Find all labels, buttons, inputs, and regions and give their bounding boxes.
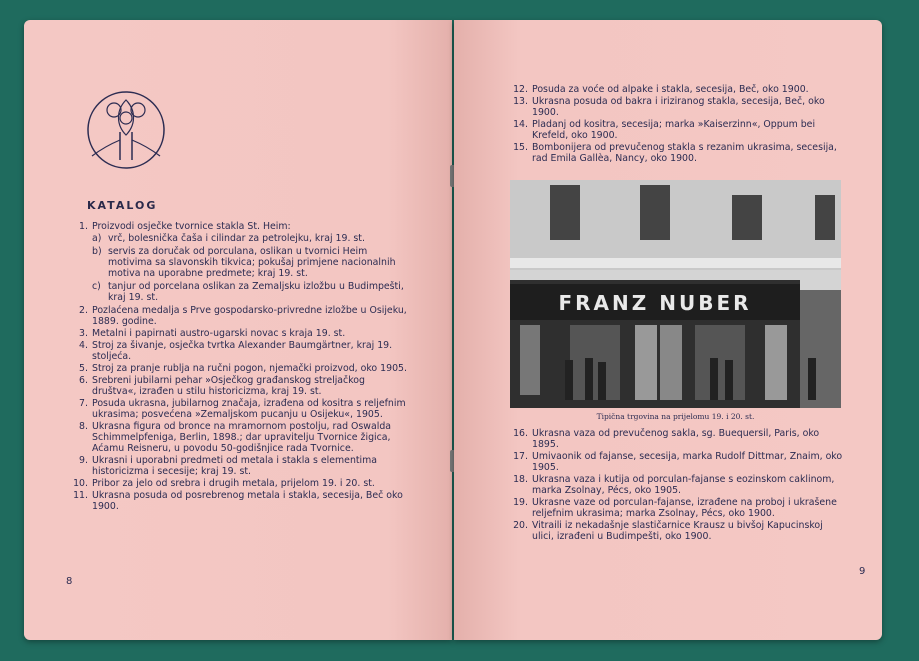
list-item: 7. Posuda ukrasna, jubilarnog značaja, izrađena od kositra s reljefnim ukrasima; posvećena »Zemaljskom pucanju u Osijeku«, 1905. (79, 398, 406, 420)
catalog-heading: KATALOG (87, 199, 158, 212)
list-subitem: a) vrč, bolesnička čaša i cilindar za petrolejku, kraj 19. st. (92, 233, 365, 244)
list-item: 6. Srebreni jubilarni pehar »Osječkog građanskog streljačkog društva«, izrađen u stilu historicizma, kraj 19. st. (79, 375, 365, 397)
shop-sign-text: FRANZ NUBER (558, 291, 752, 315)
list-item: 2. Pozlaćena medalja s Prve gospodarsko-privredne izložbe u Osijeku, 1889. godine. (79, 305, 407, 327)
list-item: 1. Proizvodi osječke tvornice stakla St. Heim: (79, 221, 291, 232)
list-item: 9. Ukrasni i uporabni predmeti od metala i stakla s elementima historicizma i secesije; kraj 19. st. (79, 455, 378, 477)
list-item: 3. Metalni i papirnati austro-ugarski novac s kraja 19. st. (79, 328, 346, 339)
list-subitem: c) tanjur od porcelana oslikan za Zemaljsku izložbu u Budimpešti, kraj 19. st. (92, 281, 404, 303)
catalog-list-right-bottom (506, 428, 846, 543)
list-item: 17. Umivaonik od fajanse, secesija, marka Rudolf Dittmar, Znaim, oko 1905. (513, 451, 843, 473)
right-page (454, 20, 882, 640)
catalog-list-left (66, 221, 411, 513)
list-item: 19. Ukrasne vaze od porculan-fajanse, izrađene na proboj i ukrašene reljefnim ukrasima; marka Zsolnay, Pécs, oko 1900. (513, 497, 837, 519)
catalog-list-right-top (506, 84, 846, 165)
list-item: 13. Ukrasna posuda od bakra i iriziranog stakla, secesija, Beč, oko 1900. (513, 96, 825, 118)
page-number-right: 9 (859, 566, 866, 577)
open-booklet (24, 20, 884, 642)
list-item: 4. Stroj za šivanje, osječka tvrtka Alexander Baumgärtner, kraj 19. stoljeća. (79, 340, 393, 362)
list-item: 14. Pladanj od kositra, secesija; marka »Kaiserzinn«, Oppum bei Krefeld, oko 1900. (513, 119, 816, 141)
list-item: 10. Pribor za jelo od srebra i drugih metala, prijelom 19. i 20. st. (73, 478, 375, 489)
list-item: 15. Bombonijera od prevučenog stakla s rezanim ukrasima, secesija, rad Emila Gallèa, Nancy, oko 1900. (513, 142, 837, 164)
shop-photo (510, 180, 841, 408)
photo-caption: Tipična trgovina na prijelomu 19. i 20. st. (596, 412, 755, 421)
list-item: 12. Posuda za voće od alpake i stakla, secesija, Beč, oko 1900. (513, 84, 809, 95)
page-number-left: 8 (66, 576, 73, 587)
list-item: 16. Ukrasna vaza od prevučenog sakla, sg. Buequersil, Paris, oko 1895. (513, 428, 820, 450)
list-item: 20. Vitraili iz nekadašnje slastičarnice Krausz u bivšoj Kapucinskoj ulici, izrađeni u Budimpešti, oko 1900. (513, 520, 823, 542)
art-nouveau-floral-emblem-icon (86, 90, 166, 170)
list-subitem: b) servis za doručak od porculana, oslikan u tvornici Heim motivima sa slavonskih tikvica; pokušaj primjene nacionalnih motiva na uporabne predmete; kraj 19. st. (92, 246, 396, 279)
left-page (24, 20, 452, 640)
list-item: 5. Stroj za pranje rublja na ručni pogon, njemački proizvod, oko 1905. (79, 363, 407, 374)
list-item: 18. Ukrasna vaza i kutija od porculan-fajanse s eozinskom caklinom, marka Zsolnay, Pécs, oko 1905. (513, 474, 835, 496)
list-item: 8. Ukrasna figura od bronce na mramornom postolju, rad Oswalda Schimmelpfeniga, Berlin, 1898.; dar upravitelju Tvornice žigica, Aćamu Reisneru, u povodu 50-godišnjice rada Tvornice. (79, 421, 392, 454)
list-item: 11. Ukrasna posuda od posrebrenog metala i stakla, secesija, Beč oko 1900. (73, 490, 403, 512)
